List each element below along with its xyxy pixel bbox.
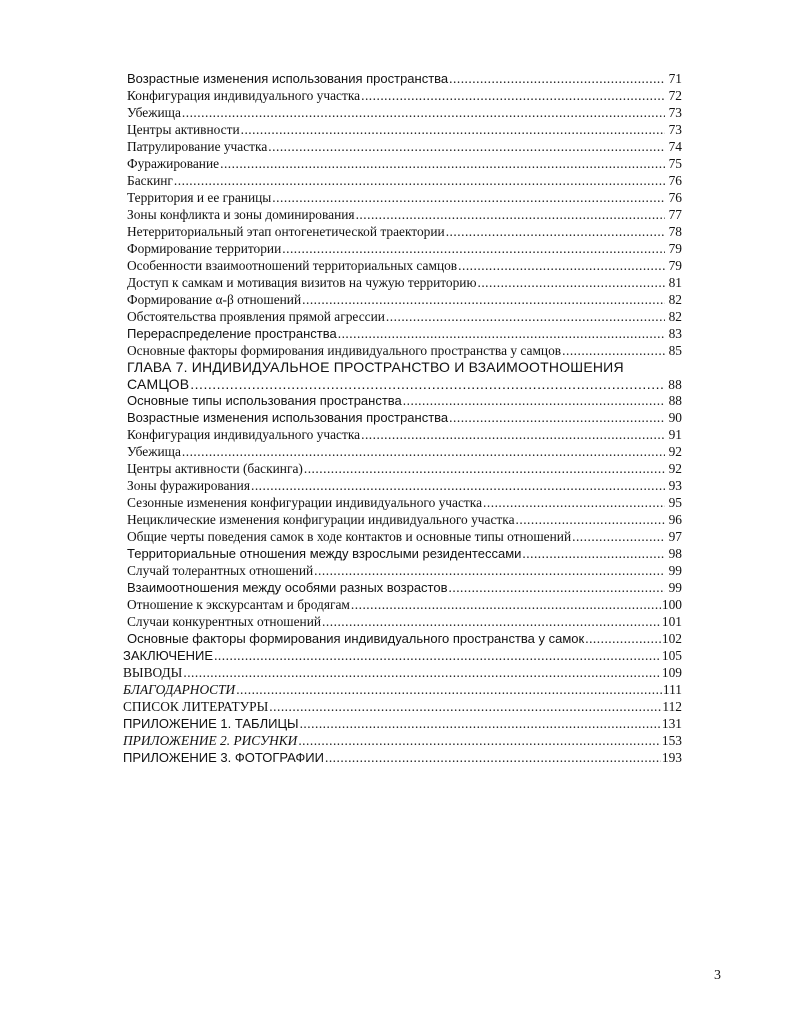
toc-entry-page: 82 xyxy=(668,308,682,324)
toc-entry-title: Центры активности xyxy=(127,121,240,137)
toc-entry-page: 96 xyxy=(668,512,682,528)
toc-entry[interactable] xyxy=(127,122,682,139)
toc-entry-page: 105 xyxy=(661,647,682,663)
toc-entry-page: 78 xyxy=(668,223,682,239)
toc-entry[interactable] xyxy=(127,563,682,580)
toc-entry[interactable] xyxy=(127,224,682,241)
toc-entry-page: 76 xyxy=(668,172,682,188)
toc-entry-title: Территория и ее границы xyxy=(127,189,272,205)
toc-entry-title: Возрастные изменения использования пространства xyxy=(127,71,449,86)
dot-leader xyxy=(516,512,665,529)
toc-entry-title: Основные факторы формирования индивидуального пространства у самок xyxy=(127,630,585,646)
toc-entry[interactable] xyxy=(127,631,682,648)
toc-entry-page: 98 xyxy=(668,546,682,562)
dot-leader xyxy=(458,258,665,275)
dot-leader xyxy=(403,393,665,410)
toc-entry[interactable] xyxy=(127,597,682,614)
dot-leader xyxy=(214,648,661,665)
toc-entry-page: 95 xyxy=(668,495,682,511)
dot-leader xyxy=(314,563,665,580)
dot-leader xyxy=(268,139,665,156)
toc-entry-page: 99 xyxy=(668,580,682,596)
toc-entry[interactable] xyxy=(127,580,682,597)
dot-leader xyxy=(449,580,666,597)
toc-entry-page: 71 xyxy=(668,71,682,86)
toc-entry[interactable] xyxy=(123,682,682,699)
toc-entry-page: 77 xyxy=(668,206,682,222)
dot-leader xyxy=(272,190,665,207)
toc-entry-title: Фуражирование xyxy=(127,155,220,171)
toc-entry[interactable] xyxy=(123,665,682,682)
dot-leader xyxy=(298,733,661,750)
toc-entry-title: ПРИЛОЖЕНИЕ 1. ТАБЛИЦЫ xyxy=(123,715,299,731)
toc-entry[interactable] xyxy=(127,258,682,275)
toc-entry-title: Патрулирование участка xyxy=(127,138,268,154)
toc-entry-title: Баскинг xyxy=(127,172,173,188)
toc-entry-page: 88 xyxy=(668,393,682,409)
dot-leader xyxy=(483,495,665,512)
dot-leader xyxy=(190,376,665,393)
toc-entry[interactable] xyxy=(127,461,682,478)
toc-entry-title: Убежища xyxy=(127,104,181,120)
dot-leader xyxy=(174,173,665,190)
toc-entry-title: Убежища xyxy=(127,444,181,460)
toc-entry-title: Доступ к самкам и мотивация визитов на чужую территорию xyxy=(127,274,477,290)
dot-leader xyxy=(338,326,665,343)
toc-entry[interactable] xyxy=(127,444,682,461)
toc-entry-page: 91 xyxy=(668,427,682,443)
chapter-title-line1: ГЛАВА 7. ИНДИВИДУАЛЬНОЕ ПРОСТРАНСТВО И ВЗАИМООТНОШЕНИЯ xyxy=(127,359,624,376)
toc-entry-title: Возрастные изменения использования пространства xyxy=(127,410,449,426)
dot-leader xyxy=(356,207,665,224)
dot-leader xyxy=(477,275,665,292)
dot-leader xyxy=(449,410,665,427)
toc-entry-title: СПИСОК ЛИТЕРАТУРЫ xyxy=(123,698,269,714)
toc-entry[interactable] xyxy=(127,393,682,410)
toc-entry[interactable] xyxy=(127,275,682,292)
toc-entry-page: 102 xyxy=(661,630,682,646)
toc-entry-title: ПРИЛОЖЕНИЕ 2. РИСУНКИ xyxy=(123,732,298,748)
toc-entry-title: Взаимоотношения между особями разных возрастов xyxy=(127,580,448,596)
toc-entry-page: 111 xyxy=(662,681,682,697)
dot-leader xyxy=(522,546,665,563)
dot-leader xyxy=(386,309,665,326)
toc-entry-title: Зоны конфликта и зоны доминирования xyxy=(127,206,355,222)
dot-leader xyxy=(269,699,661,716)
toc-entry-title: Особенности взаимоотношений территориальных самцов xyxy=(127,257,458,273)
dot-leader xyxy=(182,444,665,461)
toc-entry-page: 82 xyxy=(668,291,682,307)
toc-entry-page: 79 xyxy=(668,257,682,273)
toc-entry[interactable] xyxy=(127,173,682,190)
toc-entry-page: 101 xyxy=(661,614,682,630)
toc-entry-page: 99 xyxy=(668,563,682,579)
toc-entry[interactable] xyxy=(127,292,682,309)
dot-leader xyxy=(236,682,662,699)
toc-entry-page: 90 xyxy=(668,410,682,426)
toc-entry-page: 97 xyxy=(668,529,682,545)
toc-entry-title: ЗАКЛЮЧЕНИЕ xyxy=(123,647,214,663)
toc-entry-title: Центры активности (баскинга) xyxy=(127,461,303,477)
toc-entry[interactable] xyxy=(123,733,682,750)
toc-entry[interactable] xyxy=(127,529,682,546)
dot-leader xyxy=(251,478,665,495)
toc-entry[interactable] xyxy=(127,614,682,631)
toc-entry[interactable] xyxy=(127,343,682,360)
toc-entry-page: 79 xyxy=(668,240,682,256)
toc-entry-page: 100 xyxy=(661,597,682,613)
toc-entry-page: 109 xyxy=(661,664,682,680)
toc-entry-title: ПРИЛОЖЕНИЕ 3. ФОТОГРАФИИ xyxy=(123,749,324,765)
toc-entry-page: 74 xyxy=(668,138,682,154)
toc-entry-page: 92 xyxy=(668,461,682,477)
page-number: 3 xyxy=(714,968,721,983)
dot-leader xyxy=(182,105,665,122)
toc-entry-title: Отношение к экскурсантам и бродягам xyxy=(127,597,350,613)
dot-leader xyxy=(446,224,665,241)
toc-entry-page: 131 xyxy=(661,715,682,731)
toc-entry-title: Сезонные изменения конфигурации индивидуального участка xyxy=(127,495,483,511)
dot-leader xyxy=(220,156,665,173)
dot-leader xyxy=(304,461,665,478)
toc-entry[interactable] xyxy=(127,410,682,427)
dot-leader xyxy=(282,241,665,258)
toc-entry-title: БЛАГОДАРНОСТИ xyxy=(123,681,236,697)
toc-entry-page: 72 xyxy=(668,87,682,103)
toc-entry-page: 81 xyxy=(668,274,682,290)
toc-entry[interactable] xyxy=(127,88,682,105)
dot-leader xyxy=(241,122,665,139)
toc-entry-title: Нетерриториальный этап онтогенетической траектории xyxy=(127,223,445,239)
dot-leader xyxy=(562,343,665,360)
dot-leader xyxy=(361,88,665,105)
toc-entry-page: 76 xyxy=(668,189,682,205)
toc-entry-title: Обстоятельства проявления прямой агрессии xyxy=(127,308,385,324)
toc-entry-page: 92 xyxy=(668,444,682,460)
toc-entry[interactable] xyxy=(127,156,682,173)
toc-entry-title: Случай толерантных отношений xyxy=(127,563,314,579)
dot-leader xyxy=(449,71,665,88)
toc-entry-page: 75 xyxy=(668,155,682,171)
dot-leader xyxy=(585,631,661,648)
toc-entry[interactable] xyxy=(127,207,682,224)
toc-entry[interactable] xyxy=(127,478,682,495)
toc-entry-page: 153 xyxy=(661,732,682,748)
toc-entry-page: 93 xyxy=(668,478,682,494)
toc-chapter-heading[interactable] xyxy=(127,359,682,393)
toc-entry[interactable] xyxy=(127,326,682,343)
toc-entry-page: 73 xyxy=(668,121,682,137)
toc-entry[interactable] xyxy=(127,190,682,207)
toc-entry-title: Основные факторы формирования индивидуального пространства у самцов xyxy=(127,342,562,358)
toc-entry[interactable] xyxy=(127,241,682,258)
dot-leader xyxy=(300,716,661,733)
toc-entry-page: 112 xyxy=(662,698,682,714)
toc-entry[interactable] xyxy=(123,648,682,665)
toc-entry-title: Формирование α-β отношений xyxy=(127,291,302,307)
dot-leader xyxy=(572,529,665,546)
dot-leader xyxy=(183,665,661,682)
toc-entry-page: 73 xyxy=(668,104,682,120)
toc-entry[interactable] xyxy=(127,427,682,444)
dot-leader xyxy=(302,292,665,309)
toc-entry-title: Случаи конкурентных отношений xyxy=(127,614,322,630)
chapter-title-line2: САМЦОВ xyxy=(127,376,190,393)
toc-entry-title: Основные типы использования пространства xyxy=(127,393,402,409)
toc-entry[interactable] xyxy=(127,546,682,563)
toc-entry-page: 83 xyxy=(668,325,682,341)
toc-entry[interactable] xyxy=(127,309,682,326)
toc-entry-title: Общие черты поведения самок в ходе контактов и основные типы отношений xyxy=(127,529,572,545)
toc-entry-title: Зоны фуражирования xyxy=(127,478,250,494)
toc-entry-title: Конфигурация индивидуального участка xyxy=(127,427,361,443)
dot-leader xyxy=(322,614,661,631)
toc-entry-title: ВЫВОДЫ xyxy=(123,664,183,680)
toc-entry[interactable] xyxy=(123,750,682,767)
toc-entry-title: Территориальные отношения между взрослыми резидентессами xyxy=(127,546,522,562)
toc-entry[interactable] xyxy=(123,716,682,733)
dot-leader xyxy=(351,597,661,614)
toc-entry[interactable] xyxy=(127,71,682,88)
table-of-contents xyxy=(123,71,682,767)
toc-entry[interactable] xyxy=(127,139,682,156)
toc-entry-page: 193 xyxy=(661,749,682,765)
dot-leader xyxy=(325,750,661,767)
toc-entry-title: Перераспределение пространства xyxy=(127,325,337,341)
toc-entry[interactable] xyxy=(127,512,682,529)
toc-entry-title: Нециклические изменения конфигурации индивидуального участка xyxy=(127,512,515,528)
toc-entry-title: Конфигурация индивидуального участка xyxy=(127,87,361,103)
toc-entry[interactable] xyxy=(123,699,682,716)
toc-entry-title: Формирование территории xyxy=(127,240,282,256)
toc-entry-page: 88 xyxy=(668,377,682,393)
toc-entry[interactable] xyxy=(127,495,682,512)
toc-entry[interactable] xyxy=(127,105,682,122)
dot-leader xyxy=(361,427,665,444)
toc-entry-page: 85 xyxy=(668,342,682,358)
